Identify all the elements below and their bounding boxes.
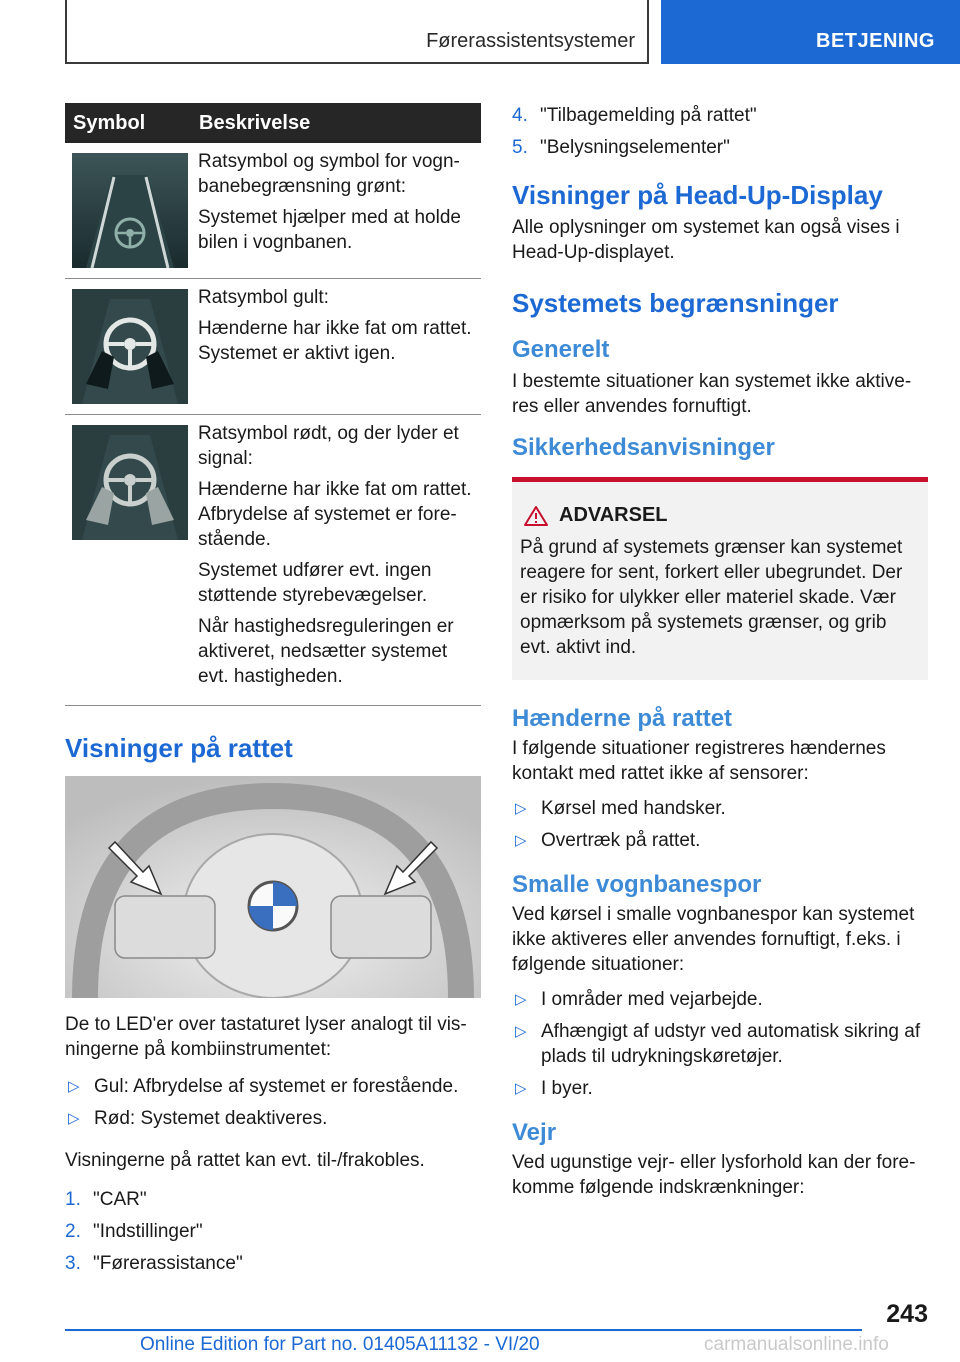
hud-heading: Visninger på Head-Up-Display	[512, 180, 883, 210]
row3-line2: Hænderne har ikke fat om rattet. Afbrydelse af systemet er fore-stående.	[198, 479, 472, 550]
col-symbol-header: Symbol	[65, 103, 189, 143]
bullet-triangle-icon: ▷	[515, 832, 527, 849]
general-heading: Generelt	[512, 336, 610, 363]
footer-divider	[65, 1329, 862, 1331]
row3-line3: Systemet udfører evt. ingen støttende styrebevægelser.	[198, 560, 432, 606]
page-number: 243	[886, 1300, 928, 1328]
hud-text: Alle oplysninger om systemet kan også vises i Head-Up-displayet.	[512, 217, 900, 263]
footer-edition: Online Edition for Part no. 01405A11132 - VI/20	[140, 1334, 540, 1355]
steering-numbered-list-a	[65, 1187, 481, 1276]
list-item: ▷ Rød: Systemet deaktiveres.	[68, 1108, 328, 1129]
general-text: I bestemte situationer kan systemet ikke aktive-res eller anvendes fornuftigt.	[512, 371, 912, 417]
safety-heading: Sikkerhedsanvisninger	[512, 434, 775, 461]
warning-text: På grund af systemets grænser kan systemet reagere for sent, forkert eller ubegrundet. Der er risiko for ulykker eller materiel skade. Vær opmærksom på systemets grænser, og grib evt. aktivt ind.	[520, 537, 903, 658]
list-item: 5. "Belysningselementer"	[512, 137, 730, 158]
green-steering-symbol-icon	[72, 153, 188, 268]
steering-bullet-list	[65, 1074, 481, 1131]
weather-heading: Vejr	[512, 1119, 557, 1146]
table-row	[65, 279, 481, 415]
bullet-triangle-icon: ▷	[68, 1078, 80, 1095]
list-item: ▷ I byer.	[515, 1078, 593, 1099]
table-row	[65, 415, 481, 706]
hands-heading: Hænderne på rattet	[512, 705, 733, 732]
right-column	[512, 103, 928, 1200]
weather-text: Ved ugunstige vejr- eller lysforhold kan der fore-komme følgende indskrænkninger:	[512, 1152, 916, 1198]
steering-section-heading: Visninger på rattet	[65, 733, 293, 763]
steering-note: Visningerne på rattet kan evt. til-/frakobles.	[65, 1150, 425, 1171]
header-section-title: Førerassistentsystemer	[426, 30, 635, 52]
lanes-text: Ved kørsel i smalle vognbanespor kan systemet ikke aktiveres eller anvendes fornuftigt, f.eks. i følgende situationer:	[512, 904, 915, 975]
yellow-hands-steering-icon	[72, 289, 188, 404]
bullet-triangle-icon: ▷	[68, 1110, 80, 1127]
list-item: 2. "Indstillinger"	[65, 1221, 203, 1242]
hands-bullet-list	[512, 796, 928, 853]
bullet-triangle-icon: ▷	[515, 991, 527, 1008]
left-column	[65, 103, 481, 1283]
warning-box	[512, 477, 928, 680]
footer-watermark: carmanualsonline.info	[704, 1334, 889, 1355]
list-item: ▷ Gul: Afbrydelse af systemet er forestående.	[68, 1076, 459, 1097]
symbol-table-header	[65, 103, 481, 143]
list-item: 1. "CAR"	[65, 1189, 147, 1210]
bullet-triangle-icon: ▷	[515, 1023, 527, 1040]
row3-line1: Ratsymbol rødt, og der lyder et signal:	[198, 423, 459, 469]
list-item: 4. "Tilbagemelding på rattet"	[512, 105, 757, 126]
row1-line2: Systemet hjælper med at holde bilen i vognbanen.	[198, 207, 461, 253]
symbol-table	[65, 103, 481, 706]
steering-numbered-list-b	[512, 103, 928, 160]
red-hands-steering-icon	[72, 425, 188, 540]
row1-line1: Ratsymbol og symbol for vogn-banebegrænsning grønt:	[198, 151, 460, 197]
lanes-heading: Smalle vognbanespor	[512, 871, 762, 898]
header-chapter-tab	[661, 0, 960, 64]
hands-text: I følgende situationer registreres hændernes kontakt med rattet ikke af sensorer:	[512, 738, 886, 784]
col-description-header: Beskrivelse	[189, 103, 481, 143]
bullet-triangle-icon: ▷	[515, 1080, 527, 1097]
warning-title: ADVARSEL	[559, 504, 668, 526]
row2-line1: Ratsymbol gult:	[198, 287, 329, 308]
header-section-box	[65, 0, 649, 64]
bullet-triangle-icon: ▷	[515, 800, 527, 817]
list-item: 3. "Førerassistance"	[65, 1253, 243, 1274]
steering-wheel-image	[65, 776, 481, 998]
steering-intro: De to LED'er over tastaturet lyser analogt til vis-ningerne på kombiinstrumentet:	[65, 1014, 467, 1060]
table-row	[65, 143, 481, 279]
warning-triangle-icon	[523, 505, 549, 527]
list-item: ▷ Kørsel med handsker.	[515, 798, 726, 819]
lanes-bullet-list	[512, 987, 928, 1101]
row3-line4: Når hastighedsreguleringen er aktiveret, nedsætter systemet evt. hastigheden.	[198, 616, 454, 687]
list-item: ▷ Afhængigt af udstyr ved automatisk sikring af plads til udrykningskøretøjer.	[515, 1021, 921, 1067]
row2-line2: Hænderne har ikke fat om rattet. Systemet er aktivt igen.	[198, 318, 472, 364]
list-item: ▷ Overtræk på rattet.	[515, 830, 701, 851]
header-chapter-title: BETJENING	[816, 30, 935, 52]
list-item: ▷ I områder med vejarbejde.	[515, 989, 763, 1010]
limits-heading: Systemets begrænsninger	[512, 288, 839, 318]
